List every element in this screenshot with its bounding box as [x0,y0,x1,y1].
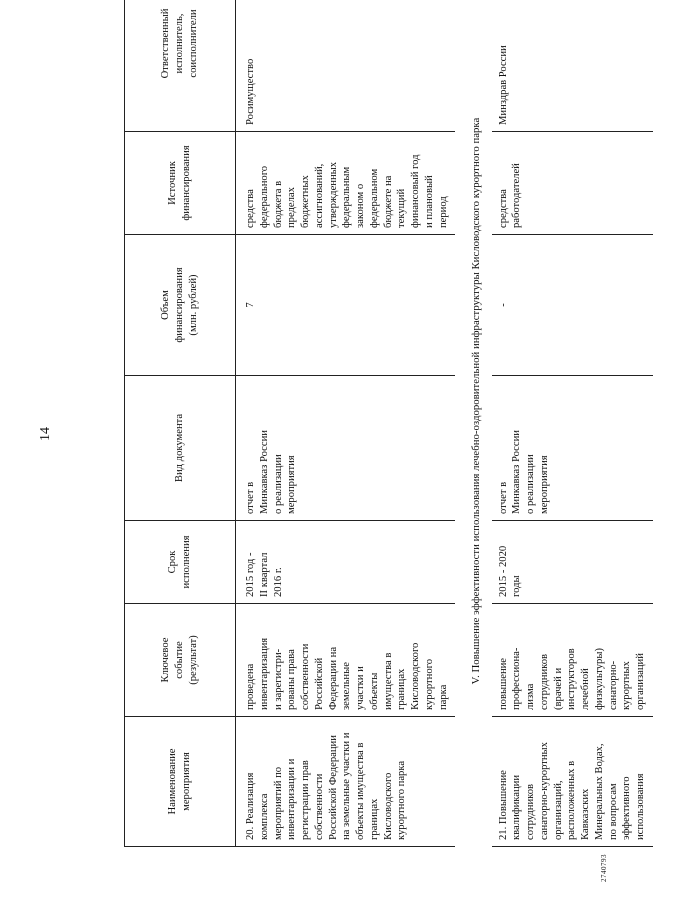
cell-source: средства работодателей [492,132,653,235]
cell-volume: - [492,235,653,376]
header-term: Срок исполнения [125,521,236,604]
header-row [125,0,236,847]
cell-source: средства федерального бюджета в пределах бюджетных ассигнований, утвержденных федеральным законом о федеральном бюджете на текущий финансовый год и плановый период [236,132,456,235]
measures-table [124,0,653,847]
header-key-event: Ключевое событие (результат) [125,604,236,717]
cell-term: 2015 - 2020 годы [492,521,653,604]
table-row [236,0,456,847]
cell-executor: Минздрав России [492,0,653,132]
header-source: Источник финансирования [125,132,236,235]
cell-doc-type: отчет в Минкавказ России о реализации мероприятия [492,376,653,521]
header-name: Наименование мероприятия [125,717,236,847]
cell-key-event: повышение профессиона- лизма сотрудников (врачей и инструкторов лечебной физкультуры) санаторно- курортных организаций [492,604,653,717]
header-executor: Ответственный исполнитель, соисполнители [125,0,236,132]
cell-name: 21. Повышение квалификации сотрудников санаторно-курортных организаций, расположенных в Кавказских Минеральных Водах, по вопросам эффективного использования [492,717,653,847]
cell-doc-type: отчет в Минкавказ России о реализации мероприятия [236,376,456,521]
section-title: V. Повышение эффективности использования лечебно-оздоровительной инфраструктуры Кисловодского курортного парка [470,117,483,685]
section-heading-row [455,0,491,847]
header-doc-type: Вид документа [125,376,236,521]
cell-term: 2015 год - II квартал 2016 г. [236,521,456,604]
header-volume: Объем финансирования (млн. рублей) [125,235,236,376]
table-row [492,0,653,847]
cell-name: 20. Реализация комплекса мероприятий по инвентаризации и регистрации прав собственности Российской Федерации на земельные участки и объекты имущества в границах Кисловодского курортного парка [236,717,456,847]
page-number: 14 [38,427,53,441]
cell-volume: 7 [236,235,456,376]
rotated-table-container [124,8,680,847]
cell-key-event: проведена инвентаризация и зарегистри- рованы права собственности Российской Федерации на земельные участки и объекты имущества в границах Кисловодского курортного парка [236,604,456,717]
cell-executor: Росимущество [236,0,456,132]
document-code: 2740793 [600,854,608,882]
